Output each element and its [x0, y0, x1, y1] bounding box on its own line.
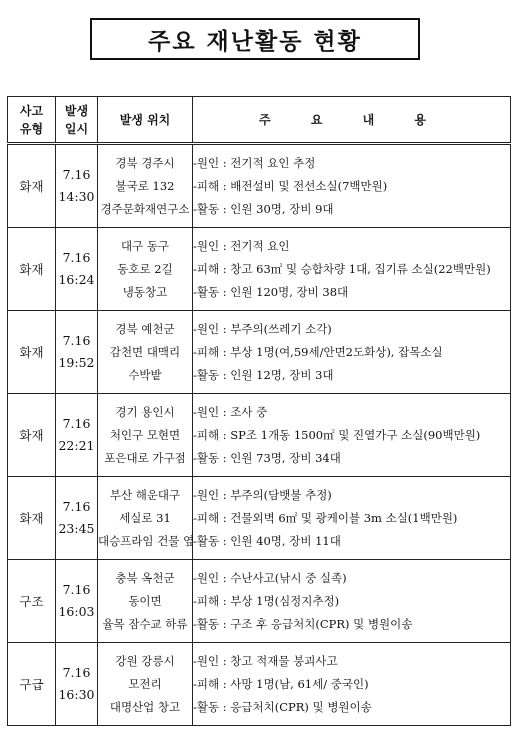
disaster-activity-table — [7, 96, 511, 726]
occurrence-time-cell — [56, 228, 98, 311]
cause-line: -원인 : 부주의(담뱃불 추정) — [193, 487, 332, 502]
location-cell — [98, 477, 193, 560]
cause-line: -원인 : 전기적 요인 — [193, 238, 290, 253]
location-cell — [98, 643, 193, 726]
location-cell — [98, 560, 193, 643]
occurrence-date: 7.16 — [62, 167, 91, 182]
location-line: 경기 용인시 — [115, 404, 175, 419]
occurrence-time-cell — [56, 311, 98, 394]
table-row — [8, 144, 511, 228]
activity-line: -활동 : 인원 40명, 장비 11대 — [193, 533, 341, 548]
location-cell — [98, 228, 193, 311]
damage-line: -피해 : 배전설비 및 전선소실(7백만원) — [193, 178, 388, 193]
location-line: 대명산업 창고 — [109, 699, 181, 714]
location-line: 경북 예천군 — [115, 321, 175, 336]
occurrence-time-cell — [56, 477, 98, 560]
occurrence-time-cell — [56, 144, 98, 228]
occurrence-clock: 16:03 — [58, 604, 95, 619]
incident-type-cell: 화재 — [8, 311, 56, 394]
occurrence-clock: 16:24 — [58, 272, 95, 287]
activity-line: -활동 : 응급처치(CPR) 및 병원이송 — [193, 699, 372, 714]
occurrence-clock: 14:30 — [58, 189, 95, 204]
header-details: 주 요 내 용 — [193, 97, 511, 144]
occurrence-date: 7.16 — [62, 582, 91, 597]
location-line: 경북 경주시 — [115, 155, 175, 170]
cause-line: -원인 : 수난사고(낚시 중 실족) — [193, 570, 347, 585]
details-cell — [193, 311, 511, 394]
occurrence-clock: 22:21 — [58, 438, 95, 453]
cause-line: -원인 : 전기적 요인 추정 — [193, 155, 316, 170]
activity-line: -활동 : 인원 73명, 장비 34대 — [193, 450, 341, 465]
details-cell — [193, 477, 511, 560]
location-line: 경주문화재연구소 — [100, 201, 190, 216]
location-cell — [98, 311, 193, 394]
header-incident-type: 사고 유형 — [8, 97, 56, 144]
incident-type-cell: 화재 — [8, 394, 56, 477]
location-line: 부산 해운대구 — [109, 487, 181, 502]
occurrence-time-cell — [56, 643, 98, 726]
cause-line: -원인 : 창고 적재물 붕괴사고 — [193, 653, 338, 668]
location-cell — [98, 144, 193, 228]
location-line: 포은대로 가구점 — [104, 450, 186, 465]
incident-type-cell: 화재 — [8, 477, 56, 560]
location-line: 냉동창고 — [122, 284, 168, 299]
incident-type-cell: 화재 — [8, 228, 56, 311]
location-line: 수박밭 — [128, 367, 162, 382]
location-line: 대구 동구 — [120, 238, 170, 253]
page-title: 주요 재난활동 현황 — [90, 18, 420, 60]
details-cell — [193, 394, 511, 477]
occurrence-clock: 19:52 — [58, 355, 95, 370]
incident-type-cell: 구급 — [8, 643, 56, 726]
table-header-row — [8, 97, 511, 144]
location-line: 율목 잠수교 하류 — [102, 616, 188, 631]
location-line: 대승프라임 건물 옆 — [98, 533, 195, 548]
header-occurrence-time: 발생 일시 — [56, 97, 98, 144]
location-cell — [98, 394, 193, 477]
details-cell — [193, 228, 511, 311]
occurrence-date: 7.16 — [62, 333, 91, 348]
cause-line: -원인 : 조사 중 — [193, 404, 268, 419]
table-row — [8, 311, 511, 394]
table-row — [8, 643, 511, 726]
damage-line: -피해 : 부상 1명(심정지추정) — [193, 593, 340, 608]
occurrence-date: 7.16 — [62, 499, 91, 514]
location-line: 불국로 132 — [115, 178, 175, 193]
occurrence-time-cell — [56, 560, 98, 643]
location-line: 동호로 2길 — [117, 261, 173, 276]
details-cell — [193, 643, 511, 726]
activity-line: -활동 : 인원 30명, 장비 9대 — [193, 201, 334, 216]
location-line: 처인구 모현면 — [109, 427, 181, 442]
location-line: 감천면 대맥리 — [109, 344, 181, 359]
occurrence-time-cell — [56, 394, 98, 477]
location-line: 모전리 — [128, 676, 162, 691]
damage-line: -피해 : 사망 1명(남, 61세/ 중국인) — [193, 676, 369, 691]
header-location: 발생 위치 — [98, 97, 193, 144]
location-line: 강원 강릉시 — [115, 653, 175, 668]
occurrence-date: 7.16 — [62, 416, 91, 431]
details-cell — [193, 560, 511, 643]
damage-line: -피해 : 부상 1명(여,59세/안면2도화상), 잡목소실 — [193, 344, 443, 359]
activity-line: -활동 : 인원 120명, 장비 38대 — [193, 284, 349, 299]
damage-line: -피해 : 창고 63㎡ 및 승합차량 1대, 집기류 소실(22백만원) — [193, 261, 491, 276]
location-line: 동이면 — [128, 593, 162, 608]
occurrence-date: 7.16 — [62, 250, 91, 265]
table-row — [8, 560, 511, 643]
incident-type-cell: 화재 — [8, 144, 56, 228]
activity-line: -활동 : 구조 후 응급처치(CPR) 및 병원이송 — [193, 616, 413, 631]
incident-type-cell: 구조 — [8, 560, 56, 643]
table-row — [8, 477, 511, 560]
location-line: 충북 옥천군 — [115, 570, 175, 585]
details-cell — [193, 144, 511, 228]
table-row — [8, 394, 511, 477]
cause-line: -원인 : 부주의(쓰레기 소각) — [193, 321, 332, 336]
damage-line: -피해 : SP조 1개동 1500㎡ 및 진열가구 소실(90백만원) — [193, 427, 481, 442]
table-row — [8, 228, 511, 311]
occurrence-clock: 16:30 — [58, 687, 95, 702]
damage-line: -피해 : 건물외벽 6㎡ 및 광케이블 3m 소실(1백만원) — [193, 510, 458, 525]
occurrence-date: 7.16 — [62, 665, 91, 680]
occurrence-clock: 23:45 — [58, 521, 95, 536]
activity-line: -활동 : 인원 12명, 장비 3대 — [193, 367, 334, 382]
location-line: 세실로 31 — [119, 510, 171, 525]
